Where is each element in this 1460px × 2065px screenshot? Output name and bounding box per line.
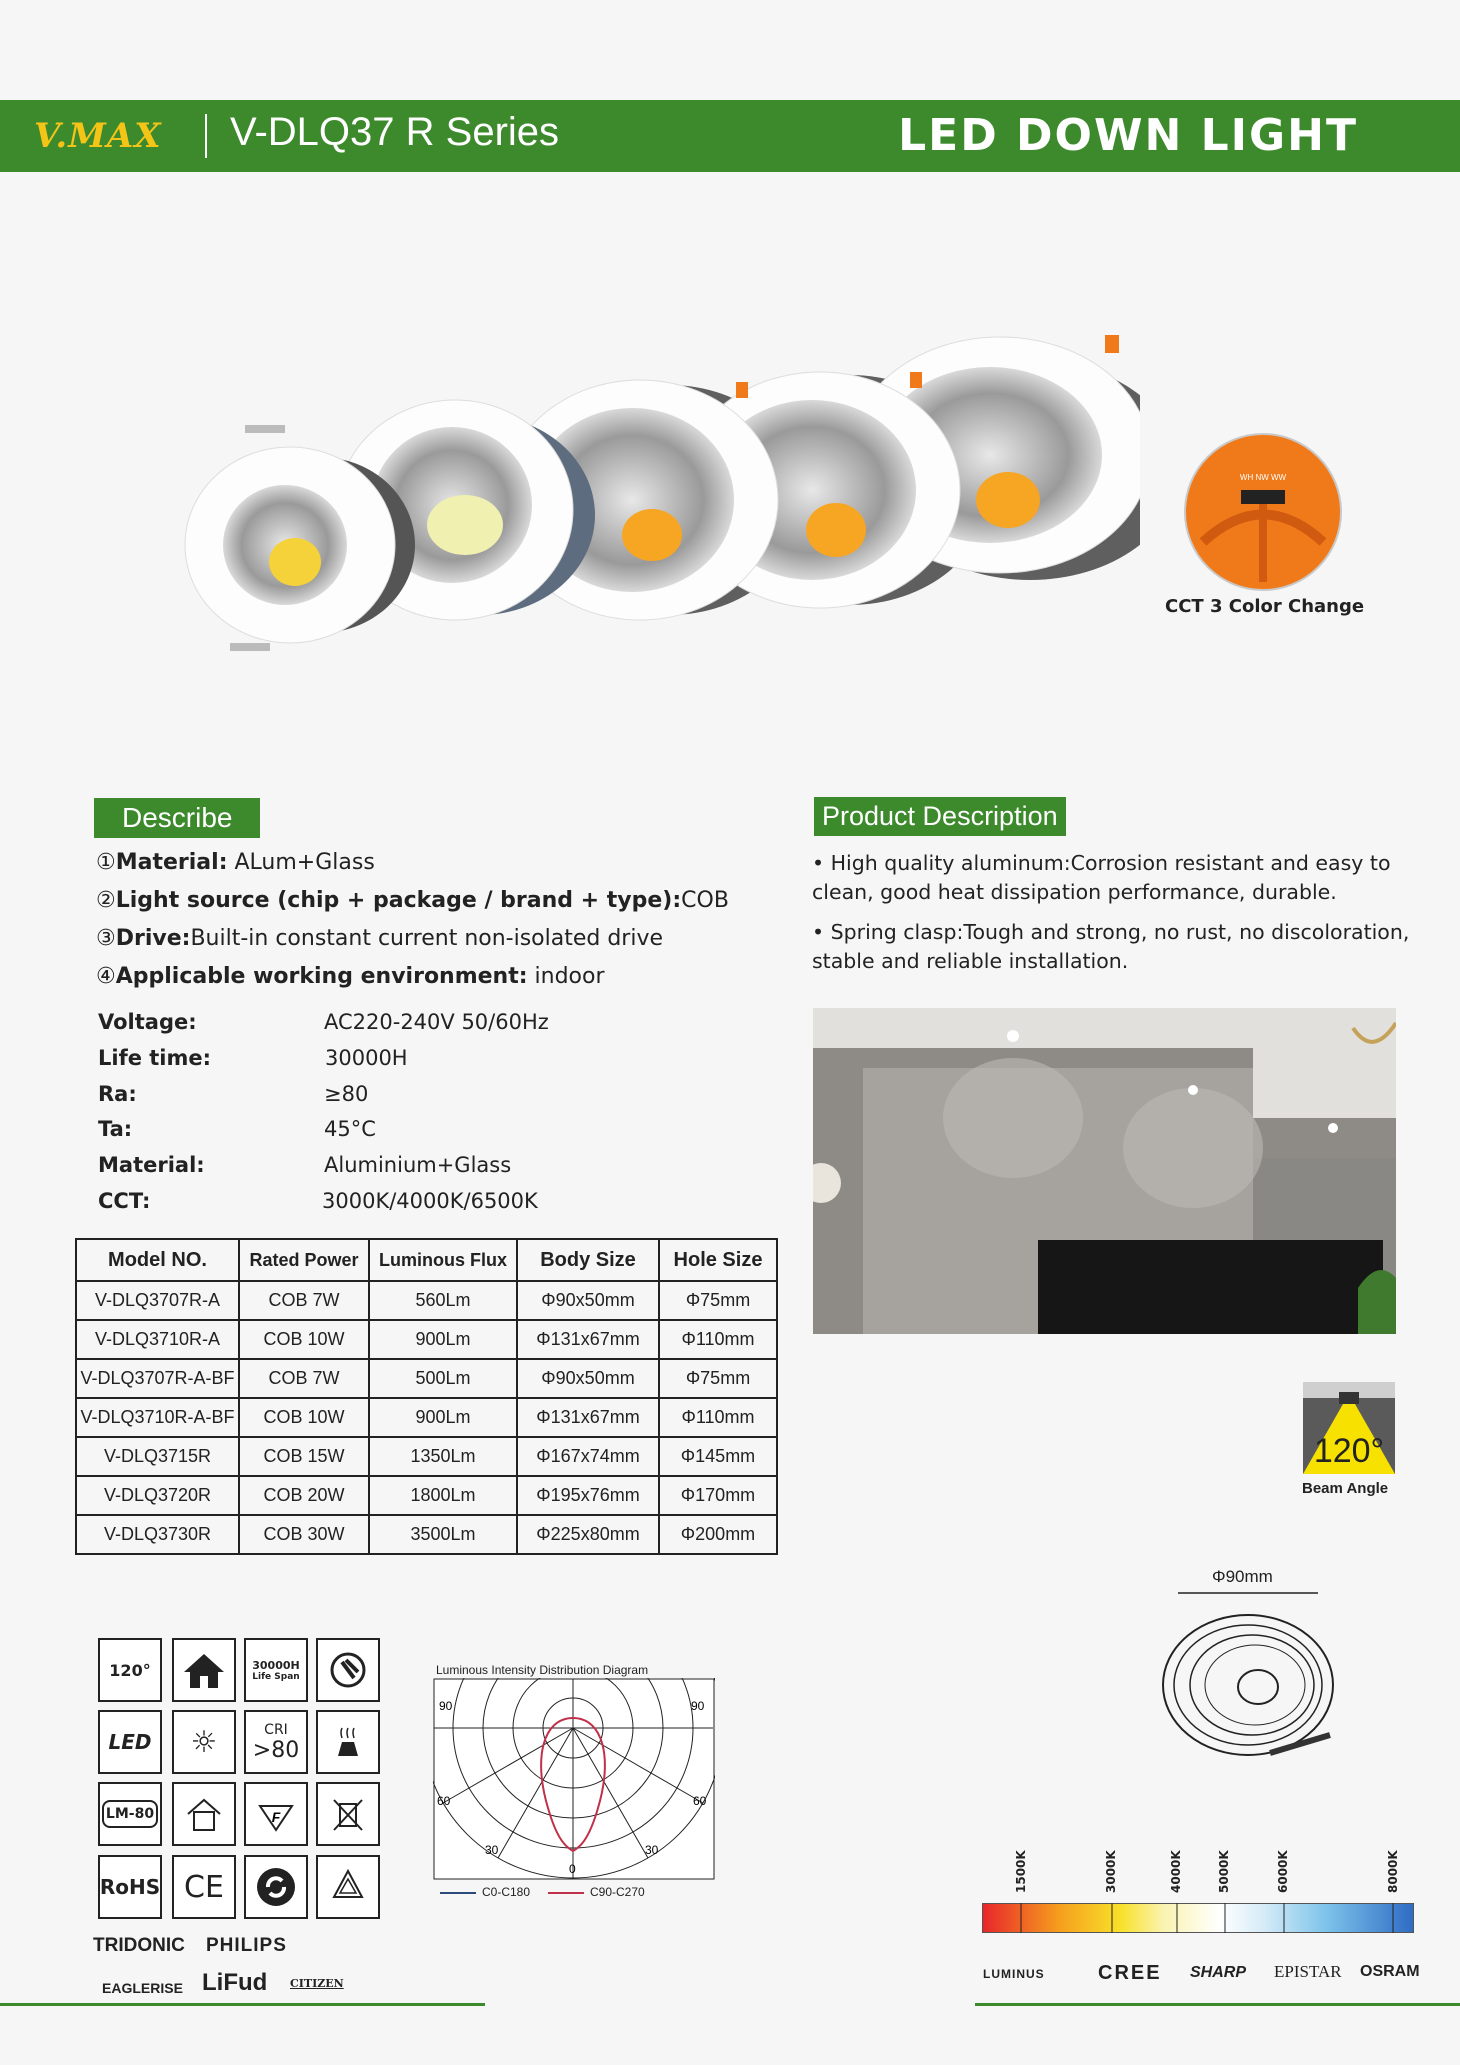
- table-cell: Φ75mm: [659, 1359, 777, 1398]
- beam-angle-icon: [1303, 1382, 1395, 1474]
- brand-epistar: EPISTAR: [1274, 1962, 1342, 1981]
- recycle-icon: [316, 1855, 380, 1919]
- recycle-round-icon: [244, 1855, 308, 1919]
- table-cell: Φ195x76mm: [517, 1476, 659, 1515]
- table-cell: Φ110mm: [659, 1320, 777, 1359]
- table-row: [76, 1281, 777, 1320]
- heat-dissipation-icon: [316, 1710, 380, 1774]
- table-cell: V-DLQ3707R-A-BF: [76, 1359, 239, 1398]
- ce-icon: CE: [172, 1855, 236, 1919]
- legend-swatch-c0: [440, 1892, 476, 1894]
- describe-item-3: ③Drive:Built-in constant current non-isolated drive: [96, 926, 664, 951]
- cct-tick-4000: 4000K: [1169, 1850, 1183, 1893]
- table-cell: COB 15W: [239, 1437, 369, 1476]
- describe-item-4: ④Applicable working environment: indoor: [96, 964, 605, 989]
- table-cell: V-DLQ3710R-A-BF: [76, 1398, 239, 1437]
- table-cell: V-DLQ3730R: [76, 1515, 239, 1554]
- table-cell: Φ200mm: [659, 1515, 777, 1554]
- table-cell: V-DLQ3707R-A: [76, 1281, 239, 1320]
- footer-line-right: [975, 2003, 1460, 2006]
- brand-logo: V.MAX: [34, 116, 162, 156]
- table-cell: 900Lm: [369, 1398, 517, 1437]
- no-waste-bin-icon: [316, 1782, 380, 1846]
- spec-material-value: Aluminium+Glass: [324, 1153, 512, 1177]
- brand-cree: CREE: [1098, 1962, 1162, 1984]
- cct-tick-5000: 5000K: [1217, 1850, 1231, 1893]
- beam-angle-value: 120°: [1313, 1432, 1385, 1470]
- beam-angle-label: Beam Angle: [1302, 1480, 1389, 1497]
- table-row: [76, 1398, 777, 1437]
- polar-label: 0: [569, 1862, 576, 1876]
- cct-label: CCT 3 Color Change: [1165, 596, 1365, 617]
- describe-item-2: ②Light source (chip + package / brand + type):COB: [96, 888, 729, 913]
- table-cell: COB 7W: [239, 1281, 369, 1320]
- spec-voltage-value: AC220-240V 50/60Hz: [324, 1010, 549, 1034]
- polar-label: 90: [439, 1699, 453, 1713]
- brand-sharp: SHARP: [1190, 1964, 1247, 1981]
- cct-tick-8000: 8000K: [1386, 1850, 1400, 1893]
- spec-voltage-key: Voltage:: [98, 1010, 197, 1034]
- series-title: V-DLQ37 R Series: [230, 110, 560, 154]
- table-cell: 3500Lm: [369, 1515, 517, 1554]
- table-cell: Φ167x74mm: [517, 1437, 659, 1476]
- svg-text:F: F: [271, 1809, 281, 1825]
- table-cell: 500Lm: [369, 1359, 517, 1398]
- legend-c0: C0-C180: [482, 1885, 531, 1899]
- table-row: [76, 1359, 777, 1398]
- table-cell: V-DLQ3715R: [76, 1437, 239, 1476]
- cct-tick-3000: 3000K: [1104, 1850, 1118, 1893]
- description-bullet-1: • High quality aluminum:Corrosion resistant and easy to clean, good heat dissipation performance, durable.: [812, 851, 1391, 904]
- table-cell: 1350Lm: [369, 1437, 517, 1476]
- table-cell: 560Lm: [369, 1281, 517, 1320]
- dimension-label: Φ90mm: [1212, 1567, 1273, 1586]
- cct-tick-1500: 1500K: [1014, 1850, 1028, 1893]
- cct-switch-text: WH NW WW: [1239, 473, 1287, 482]
- rohs-icon: RoHS: [98, 1855, 162, 1919]
- brand-philips: PHILIPS: [206, 1935, 287, 1956]
- table-cell: V-DLQ3720R: [76, 1476, 239, 1515]
- table-cell: Φ75mm: [659, 1281, 777, 1320]
- footer-line-left: [0, 2003, 485, 2006]
- brand-citizen: CITIZEN: [290, 1977, 344, 1990]
- brand-osram: OSRAM: [1360, 1963, 1420, 1980]
- table-row: [76, 1476, 777, 1515]
- category-title: LED DOWN LIGHT: [898, 110, 1358, 161]
- model-table: [75, 1238, 778, 1555]
- cct-tick-6000: 6000K: [1276, 1850, 1290, 1893]
- polar-label: 30: [485, 1843, 499, 1857]
- table-cell: Φ110mm: [659, 1398, 777, 1437]
- table-cell: COB 10W: [239, 1320, 369, 1359]
- spec-ra-key: Ra:: [98, 1082, 137, 1106]
- spec-ra-value: ≥80: [324, 1082, 369, 1106]
- table-cell: COB 10W: [239, 1398, 369, 1437]
- spec-life-key: Life time:: [98, 1046, 212, 1070]
- product-photo-group: [140, 330, 1140, 670]
- header-bar: [0, 100, 1460, 172]
- table-cell: Φ225x80mm: [517, 1515, 659, 1554]
- polar-label: 90: [691, 1699, 705, 1713]
- describe-item-1: ①Material: ALum+Glass: [96, 850, 375, 875]
- lm80-icon: LM-80: [98, 1782, 162, 1846]
- table-cell: Φ90x50mm: [517, 1359, 659, 1398]
- table-header-row: [76, 1239, 777, 1281]
- table-header: Rated Power: [239, 1239, 369, 1281]
- table-cell: 1800Lm: [369, 1476, 517, 1515]
- brand-tridonic: TRIDONIC: [93, 1935, 185, 1956]
- brand-lifud: LiFud: [202, 1969, 268, 1996]
- polar-diagram: [433, 1678, 715, 1880]
- polar-label: 60: [437, 1794, 451, 1808]
- indoor-outline-icon: [172, 1782, 236, 1846]
- brightness-icon: ☼: [172, 1710, 236, 1774]
- room-installation-photo: [813, 1008, 1396, 1334]
- dimension-drawing: [1160, 1585, 1350, 1775]
- table-cell: V-DLQ3710R-A: [76, 1320, 239, 1359]
- table-row: [76, 1515, 777, 1554]
- product-description-title: Product Description: [814, 797, 1066, 836]
- beam-angle-feature-icon: 120°: [98, 1638, 162, 1702]
- brand-luminus: LUMINUS: [983, 1967, 1045, 1981]
- table-cell: COB 7W: [239, 1359, 369, 1398]
- polar-label: 60: [693, 1794, 707, 1808]
- spec-ta-value: 45°C: [324, 1117, 376, 1141]
- table-cell: Φ131x67mm: [517, 1398, 659, 1437]
- table-header: Model NO.: [76, 1239, 239, 1281]
- table-cell: Φ90x50mm: [517, 1281, 659, 1320]
- table-cell: Φ145mm: [659, 1437, 777, 1476]
- spec-cct-key: CCT:: [98, 1189, 151, 1213]
- cct-switch-photo: [1183, 432, 1343, 592]
- header-divider: [205, 114, 207, 158]
- table-header: Hole Size: [659, 1239, 777, 1281]
- table-cell: 900Lm: [369, 1320, 517, 1359]
- table-header: Luminous Flux: [369, 1239, 517, 1281]
- led-icon: LED: [98, 1710, 162, 1774]
- describe-title: Describe: [94, 798, 260, 838]
- legend-swatch-c90: [548, 1892, 584, 1894]
- f-mark-icon: [244, 1782, 308, 1846]
- table-cell: Φ170mm: [659, 1476, 777, 1515]
- polar-label: 30: [645, 1843, 659, 1857]
- table-row: [76, 1320, 777, 1359]
- cri-icon: CRI >80: [244, 1710, 308, 1774]
- life-span-icon: 30000H Life Span: [244, 1638, 308, 1702]
- spec-material-key: Material:: [98, 1153, 205, 1177]
- spec-ta-key: Ta:: [98, 1117, 133, 1141]
- brand-eaglerise: EAGLERISE: [102, 1980, 183, 1996]
- spec-life-value: 30000H: [325, 1046, 408, 1070]
- table-cell: COB 30W: [239, 1515, 369, 1554]
- spec-cct-value: 3000K/4000K/6500K: [322, 1189, 538, 1213]
- table-header: Body Size: [517, 1239, 659, 1281]
- table-cell: COB 20W: [239, 1476, 369, 1515]
- cct-scale-ticks: [982, 1903, 1414, 1933]
- polar-title: Luminous Intensity Distribution Diagram: [436, 1663, 649, 1677]
- table-row: [76, 1437, 777, 1476]
- legend-c90: C90-C270: [590, 1885, 645, 1899]
- table-cell: Φ131x67mm: [517, 1320, 659, 1359]
- indoor-home-icon: [172, 1638, 236, 1702]
- description-bullet-2: • Spring clasp:Tough and strong, no rust, no discoloration, stable and reliable installation.: [812, 920, 1410, 973]
- eco-plug-icon: [316, 1638, 380, 1702]
